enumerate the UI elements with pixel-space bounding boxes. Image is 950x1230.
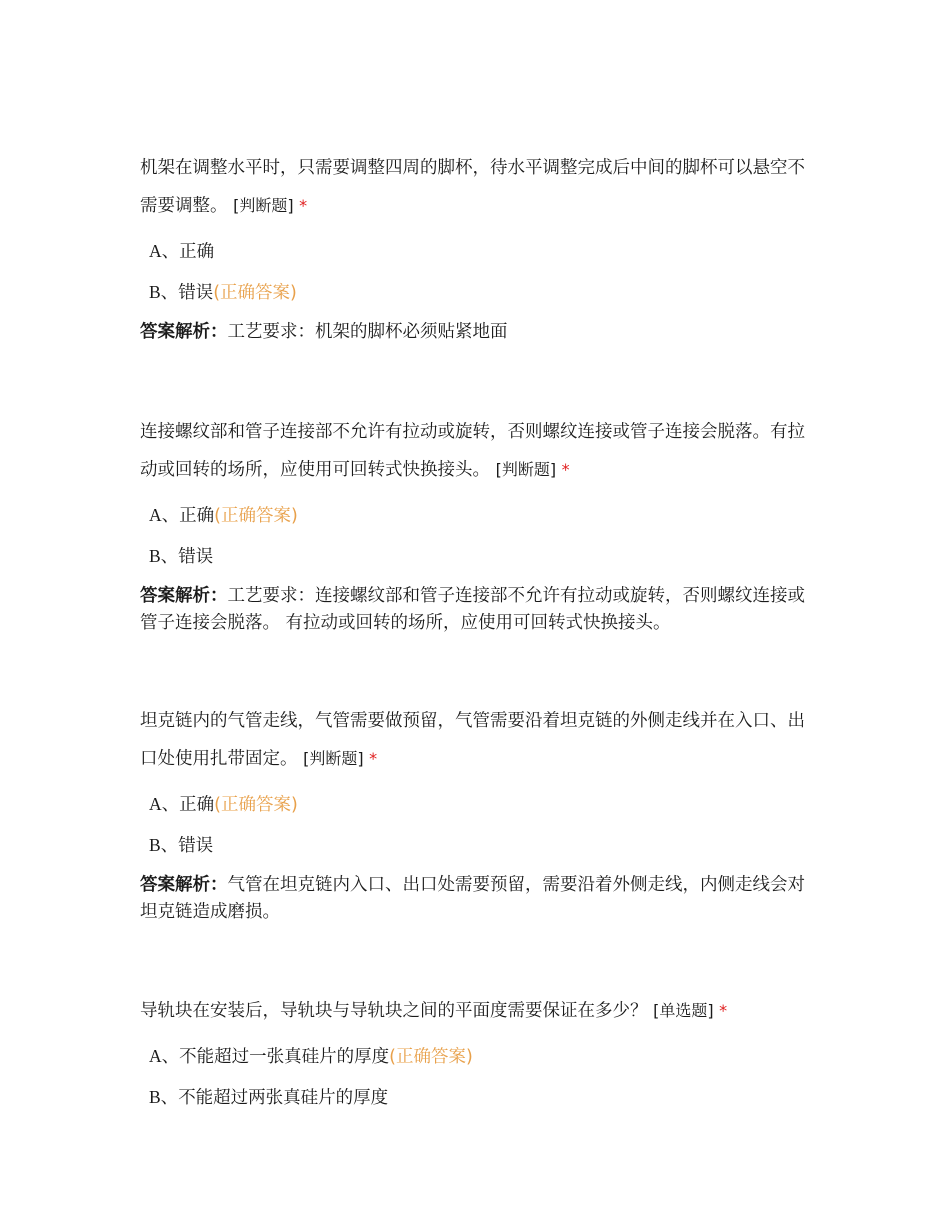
option-letter: A、	[149, 1046, 180, 1066]
required-mark: *	[299, 196, 308, 215]
correct-answer-tag: (正确答案)	[214, 795, 298, 815]
analysis-text: 工艺要求：连接螺纹部和管子连接部不允许有拉动或旋转，否则螺纹连接或管子连接会脱落。 有拉动或回转的场所，应使用可回转式快换接头。	[140, 586, 805, 633]
option-label: 错误	[178, 283, 214, 303]
question-type: [单选题]	[653, 1001, 714, 1020]
option-b	[149, 280, 820, 305]
question-text	[140, 992, 820, 1030]
required-mark: *	[369, 749, 378, 768]
question-stem: 连接螺纹部和管子连接部不允许有拉动或旋转，否则螺纹连接或管子连接会脱落。有拉动或回转的场所，应使用可回转式快换接头。	[140, 422, 805, 480]
option-b	[149, 833, 820, 858]
option-label: 正确	[179, 506, 215, 526]
option-label: 错误	[178, 836, 214, 856]
question-4	[140, 992, 820, 1110]
option-a	[149, 792, 820, 817]
option-label: 不能超过一张真硅片的厚度	[179, 1047, 390, 1067]
required-mark: *	[719, 1001, 728, 1020]
question-type: [判断题]	[495, 460, 557, 479]
answer-analysis	[140, 583, 820, 637]
question-3	[140, 703, 820, 926]
option-letter: B、	[149, 546, 179, 566]
question-text	[140, 414, 820, 489]
option-letter: B、	[149, 835, 179, 855]
question-2	[140, 414, 820, 637]
option-letter: A、	[149, 241, 180, 261]
question-stem: 机架在调整水平时，只需要调整四周的脚杯，待水平调整完成后中间的脚杯可以悬空不需要调整。	[140, 158, 805, 216]
analysis-label: 答案解析：	[140, 586, 228, 606]
required-mark: *	[561, 460, 570, 479]
question-type: [判断题]	[233, 196, 294, 215]
option-a	[149, 239, 820, 264]
option-a	[149, 1044, 820, 1069]
answer-analysis	[140, 319, 820, 346]
question-text	[140, 150, 820, 225]
question-type: [判断题]	[303, 749, 364, 768]
option-letter: B、	[149, 1087, 179, 1107]
option-label: 正确	[179, 242, 215, 262]
analysis-text: 工艺要求：机架的脚杯必须贴紧地面	[227, 322, 508, 342]
question-stem: 导轨块在安装后，导轨块与导轨块之间的平面度需要保证在多少？	[140, 1001, 648, 1021]
analysis-text: 气管在坦克链内入口、出口处需要预留，需要沿着外侧走线，内侧走线会对坦克链造成磨损。	[140, 875, 805, 922]
question-1	[140, 150, 820, 346]
option-a	[149, 503, 820, 528]
option-letter: A、	[149, 505, 180, 525]
option-b	[149, 544, 820, 569]
correct-answer-tag: (正确答案)	[214, 506, 298, 526]
correct-answer-tag: (正确答案)	[213, 283, 297, 303]
correct-answer-tag: (正确答案)	[389, 1047, 473, 1067]
question-text	[140, 703, 820, 778]
option-label: 正确	[179, 795, 215, 815]
question-stem: 坦克链内的气管走线，气管需要做预留，气管需要沿着坦克链的外侧走线并在入口、出口处使用扎带固定。	[140, 711, 805, 769]
answer-analysis	[140, 872, 820, 926]
option-letter: A、	[149, 794, 180, 814]
analysis-label: 答案解析：	[140, 322, 228, 342]
analysis-label: 答案解析：	[140, 875, 228, 895]
option-label: 不能超过两张真硅片的厚度	[178, 1088, 389, 1108]
option-letter: B、	[149, 282, 179, 302]
option-label: 错误	[178, 547, 214, 567]
option-b	[149, 1085, 820, 1110]
